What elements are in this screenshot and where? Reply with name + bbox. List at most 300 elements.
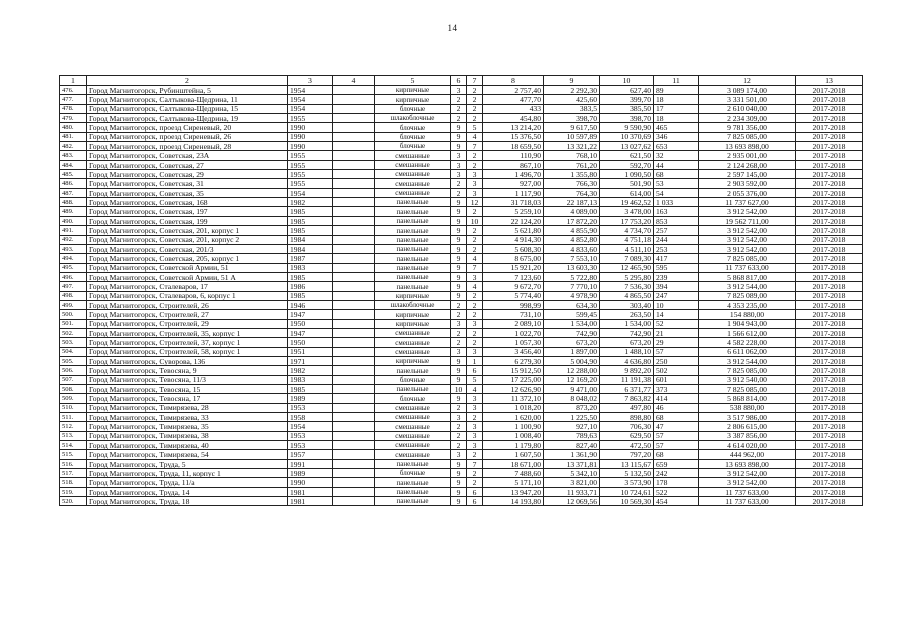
cell-wall-material: кирпичные [375,319,451,328]
cell-residential-area: 10 724,61 [600,487,654,496]
cell-year-built: 1955 [288,151,333,160]
cell-year-built: 1982 [288,198,333,207]
cell-residential-area: 797,20 [600,450,654,459]
cell-entrances: 2 [467,478,483,487]
cell-residential-area: 11 191,38 [600,375,654,384]
cell-wall-material: блочные [375,142,451,151]
cell-total-area: 7 123,60 [483,272,544,281]
cell-address: Город Магнитогорск, Тимирязева, 28 [87,403,288,412]
cell-residents: 54 [654,188,699,197]
cell-column-4 [333,263,375,272]
cell-total-area: 2 757,40 [483,86,544,95]
table-row [60,422,863,431]
cell-total-area: 3 456,40 [483,347,544,356]
cell-repair-cost: 2 234 309,00 [699,114,796,123]
cell-address: Город Магнитогорск, Тимирязева, 54 [87,450,288,459]
cell-column-4 [333,86,375,95]
cell-repair-period: 2017-2018 [796,179,863,188]
housing-register-table [59,75,863,506]
cell-row-number: 505. [60,356,87,365]
cell-wall-material: смешанные [375,160,451,169]
cell-repair-cost: 3 912 542,00 [699,478,796,487]
table-row [60,235,863,244]
table-row [60,403,863,412]
cell-floors: 2 [451,422,467,431]
cell-residential-area: 7 863,82 [600,394,654,403]
cell-column-4 [333,459,375,468]
cell-residents: 250 [654,356,699,365]
cell-wall-material: панельные [375,497,451,506]
table-row [60,431,863,440]
cell-residents: 601 [654,375,699,384]
cell-address: Город Магнитогорск, проезд Сиреневый, 26 [87,132,288,141]
cell-repair-cost: 3 912 542,00 [699,469,796,478]
cell-repair-cost: 7 825 085,00 [699,366,796,375]
cell-wall-material: блочные [375,123,451,132]
table-row [60,132,863,141]
cell-year-built: 1958 [288,413,333,422]
cell-wall-material: блочные [375,394,451,403]
cell-living-area: 4 855,90 [544,226,600,235]
cell-address: Город Магнитогорск, Строителей, 37, корпус 1 [87,338,288,347]
cell-year-built: 1990 [288,478,333,487]
cell-year-built: 1951 [288,347,333,356]
cell-floors: 3 [451,86,467,95]
cell-address: Город Магнитогорск, Советская, 168 [87,198,288,207]
cell-living-area: 13 321,22 [544,142,600,151]
cell-living-area: 1 534,00 [544,319,600,328]
cell-living-area: 383,5 [544,104,600,113]
cell-total-area: 867,10 [483,160,544,169]
cell-address: Город Магнитогорск, Советская, 27 [87,160,288,169]
cell-column-4 [333,282,375,291]
cell-residential-area: 17 753,20 [600,216,654,225]
cell-address: Город Магнитогорск, Суворова, 136 [87,356,288,365]
cell-repair-cost: 2 935 001,00 [699,151,796,160]
cell-total-area: 15 921,20 [483,263,544,272]
cell-residents: 659 [654,459,699,468]
cell-column-4 [333,188,375,197]
cell-year-built: 1946 [288,300,333,309]
cell-column-4 [333,497,375,506]
cell-wall-material: панельные [375,254,451,263]
cell-wall-material: кирпичные [375,291,451,300]
cell-repair-cost: 3 089 174,00 [699,86,796,95]
cell-year-built: 1982 [288,366,333,375]
cell-residents: 394 [654,282,699,291]
cell-entrances: 4 [467,282,483,291]
cell-floors: 9 [451,216,467,225]
cell-floors: 10 [451,385,467,394]
table-row [60,366,863,375]
cell-residential-area: 1 488,10 [600,347,654,356]
cell-wall-material: смешанные [375,170,451,179]
cell-repair-period: 2017-2018 [796,441,863,450]
cell-row-number: 486. [60,179,87,188]
cell-entrances: 2 [467,328,483,337]
cell-year-built: 1990 [288,142,333,151]
cell-row-number: 494. [60,254,87,263]
table-row [60,179,863,188]
cell-repair-period: 2017-2018 [796,422,863,431]
cell-row-number: 516. [60,459,87,468]
column-header: 6 [451,76,467,86]
cell-row-number: 482. [60,142,87,151]
cell-wall-material: панельные [375,478,451,487]
table-row [60,254,863,263]
table-row [60,356,863,365]
cell-total-area: 6 279,30 [483,356,544,365]
cell-column-4 [333,170,375,179]
column-header: 5 [375,76,451,86]
cell-column-4 [333,441,375,450]
cell-living-area: 873,20 [544,403,600,412]
cell-year-built: 1955 [288,170,333,179]
cell-address: Город Магнитогорск, Советской Армии, 51 А [87,272,288,281]
cell-entrances: 10 [467,216,483,225]
cell-year-built: 1989 [288,469,333,478]
cell-row-number: 483. [60,151,87,160]
cell-column-4 [333,403,375,412]
cell-residential-area: 13 027,62 [600,142,654,151]
cell-total-area: 14 193,80 [483,497,544,506]
table-row [60,263,863,272]
cell-floors: 9 [451,459,467,468]
cell-residents: 21 [654,328,699,337]
cell-total-area: 927,00 [483,179,544,188]
cell-year-built: 1984 [288,235,333,244]
cell-repair-cost: 1 904 943,00 [699,319,796,328]
cell-wall-material: шлакоблочные [375,114,451,123]
cell-living-area: 10 597,89 [544,132,600,141]
cell-row-number: 481. [60,132,87,141]
cell-address: Город Магнитогорск, Строителей, 29 [87,319,288,328]
cell-entrances: 2 [467,300,483,309]
cell-year-built: 1987 [288,254,333,263]
cell-total-area: 5 259,10 [483,207,544,216]
cell-total-area: 1 117,90 [483,188,544,197]
cell-repair-cost: 13 693 898,00 [699,459,796,468]
cell-wall-material: кирпичные [375,310,451,319]
cell-floors: 9 [451,478,467,487]
cell-residents: 52 [654,319,699,328]
cell-repair-cost: 3 387 856,00 [699,431,796,440]
cell-residents: 163 [654,207,699,216]
cell-residents: 47 [654,422,699,431]
cell-address: Город Магнитогорск, Советская, 205, корпус 1 [87,254,288,263]
cell-entrances: 4 [467,132,483,141]
cell-repair-cost: 2 903 592,00 [699,179,796,188]
cell-column-4 [333,319,375,328]
cell-year-built: 1954 [288,422,333,431]
cell-living-area: 827,40 [544,441,600,450]
cell-floors: 2 [451,310,467,319]
cell-column-4 [333,254,375,263]
table-row [60,310,863,319]
cell-repair-period: 2017-2018 [796,170,863,179]
cell-residential-area: 673,20 [600,338,654,347]
table-row [60,95,863,104]
cell-total-area: 1 008,40 [483,431,544,440]
cell-floors: 9 [451,487,467,496]
cell-total-area: 18 659,50 [483,142,544,151]
cell-repair-period: 2017-2018 [796,244,863,253]
cell-row-number: 476. [60,86,87,95]
cell-total-area: 13 947,20 [483,487,544,496]
cell-wall-material: смешанные [375,403,451,412]
cell-column-4 [333,142,375,151]
cell-year-built: 1953 [288,441,333,450]
cell-address: Город Магнитогорск, Тимирязева, 38 [87,431,288,440]
cell-residents: 242 [654,469,699,478]
cell-year-built: 1954 [288,104,333,113]
cell-floors: 2 [451,431,467,440]
cell-repair-period: 2017-2018 [796,282,863,291]
cell-residential-area: 4 636,80 [600,356,654,365]
cell-address: Город Магнитогорск, проезд Сиреневый, 28 [87,142,288,151]
cell-floors: 2 [451,403,467,412]
cell-residential-area: 4 751,18 [600,235,654,244]
cell-total-area: 15 912,50 [483,366,544,375]
cell-residential-area: 4 865,50 [600,291,654,300]
cell-residential-area: 4 734,70 [600,226,654,235]
cell-living-area: 927,10 [544,422,600,431]
cell-repair-period: 2017-2018 [796,272,863,281]
table-row [60,478,863,487]
cell-column-4 [333,366,375,375]
cell-floors: 9 [451,244,467,253]
cell-residents: 18 [654,114,699,123]
cell-entrances: 2 [467,160,483,169]
cell-address: Город Магнитогорск, Советская, 35 [87,188,288,197]
cell-residential-area: 5 295,80 [600,272,654,281]
cell-residential-area: 1 090,50 [600,170,654,179]
cell-wall-material: смешанные [375,441,451,450]
cell-repair-period: 2017-2018 [796,104,863,113]
cell-column-4 [333,151,375,160]
cell-wall-material: панельные [375,385,451,394]
cell-living-area: 425,60 [544,95,600,104]
cell-wall-material: блочные [375,104,451,113]
cell-repair-cost: 6 611 062,00 [699,347,796,356]
cell-residential-area: 7 089,30 [600,254,654,263]
cell-column-4 [333,394,375,403]
cell-total-area: 12 626,90 [483,385,544,394]
cell-living-area: 1 897,00 [544,347,600,356]
cell-total-area: 18 671,00 [483,459,544,468]
cell-wall-material: смешанные [375,431,451,440]
table-row [60,497,863,506]
cell-repair-cost: 9 781 356,00 [699,123,796,132]
cell-living-area: 5 004,90 [544,356,600,365]
cell-living-area: 22 187,13 [544,198,600,207]
cell-floors: 2 [451,95,467,104]
cell-repair-cost: 7 825 085,00 [699,385,796,394]
cell-year-built: 1983 [288,263,333,272]
cell-entrances: 2 [467,413,483,422]
cell-repair-period: 2017-2018 [796,338,863,347]
cell-repair-cost: 4 582 228,00 [699,338,796,347]
cell-row-number: 520. [60,497,87,506]
cell-entrances: 2 [467,291,483,300]
table-row [60,347,863,356]
cell-repair-period: 2017-2018 [796,151,863,160]
cell-wall-material: панельные [375,272,451,281]
cell-floors: 9 [451,497,467,506]
table-row [60,450,863,459]
cell-living-area: 4 833,60 [544,244,600,253]
cell-wall-material: блочные [375,132,451,141]
cell-row-number: 498. [60,291,87,300]
cell-entrances: 2 [467,450,483,459]
cell-entrances: 3 [467,422,483,431]
cell-repair-period: 2017-2018 [796,497,863,506]
cell-residents: 373 [654,385,699,394]
cell-year-built: 1985 [288,291,333,300]
cell-column-4 [333,487,375,496]
cell-residential-area: 629,50 [600,431,654,440]
cell-total-area: 1 057,30 [483,338,544,347]
cell-residential-area: 706,30 [600,422,654,431]
cell-column-4 [333,347,375,356]
cell-repair-cost: 2 055 376,00 [699,188,796,197]
cell-row-number: 517. [60,469,87,478]
cell-repair-period: 2017-2018 [796,254,863,263]
cell-address: Город Магнитогорск, Советская, 197 [87,207,288,216]
cell-total-area: 5 774,40 [483,291,544,300]
column-header: 4 [333,76,375,86]
cell-residents: 502 [654,366,699,375]
cell-column-4 [333,356,375,365]
cell-residential-area: 9 892,20 [600,366,654,375]
cell-repair-cost: 3 912 542,00 [699,235,796,244]
cell-row-number: 501. [60,319,87,328]
cell-entrances: 6 [467,366,483,375]
cell-column-4 [333,375,375,384]
cell-repair-cost: 13 693 898,00 [699,142,796,151]
cell-year-built: 1950 [288,319,333,328]
cell-wall-material: панельные [375,366,451,375]
column-header: 8 [483,76,544,86]
cell-wall-material: смешанные [375,179,451,188]
cell-wall-material: панельные [375,198,451,207]
cell-total-area: 22 124,20 [483,216,544,225]
cell-entrances: 3 [467,188,483,197]
cell-living-area: 17 872,20 [544,216,600,225]
cell-residential-area: 3 478,00 [600,207,654,216]
cell-row-number: 487. [60,188,87,197]
cell-repair-cost: 5 868 814,00 [699,394,796,403]
cell-entrances: 2 [467,235,483,244]
table-row [60,123,863,132]
cell-residents: 18 [654,95,699,104]
cell-repair-cost: 3 912 542,00 [699,207,796,216]
cell-repair-cost: 2 610 040,00 [699,104,796,113]
cell-column-4 [333,338,375,347]
cell-residents: 10 [654,300,699,309]
cell-floors: 9 [451,132,467,141]
cell-repair-period: 2017-2018 [796,142,863,151]
cell-repair-cost: 2 806 615,00 [699,422,796,431]
cell-floors: 2 [451,179,467,188]
table-row [60,300,863,309]
cell-repair-cost: 1 566 612,00 [699,328,796,337]
cell-entrances: 2 [467,104,483,113]
cell-wall-material: смешанные [375,422,451,431]
cell-repair-cost: 11 737 633,00 [699,497,796,506]
cell-residential-area: 7 536,30 [600,282,654,291]
cell-total-area: 5 621,80 [483,226,544,235]
cell-floors: 9 [451,291,467,300]
column-header: 11 [654,76,699,86]
cell-repair-cost: 11 737 627,00 [699,198,796,207]
cell-living-area: 2 292,30 [544,86,600,95]
cell-year-built: 1985 [288,272,333,281]
cell-repair-period: 2017-2018 [796,385,863,394]
cell-total-area: 31 718,03 [483,198,544,207]
table-row [60,338,863,347]
cell-residential-area: 742,90 [600,328,654,337]
cell-column-4 [333,431,375,440]
cell-living-area: 4 852,80 [544,235,600,244]
cell-residential-area: 399,70 [600,95,654,104]
table-row [60,282,863,291]
cell-repair-period: 2017-2018 [796,328,863,337]
cell-wall-material: панельные [375,235,451,244]
cell-residents: 178 [654,478,699,487]
cell-address: Город Магнитогорск, Советской Армии, 51 [87,263,288,272]
cell-repair-cost: 7 825 085,00 [699,254,796,263]
cell-row-number: 504. [60,347,87,356]
cell-row-number: 499. [60,300,87,309]
cell-wall-material: кирпичные [375,356,451,365]
cell-residential-area: 621,50 [600,151,654,160]
cell-living-area: 7 770,10 [544,282,600,291]
cell-entrances: 3 [467,347,483,356]
cell-living-area: 766,30 [544,179,600,188]
cell-address: Город Магнитогорск, Салтыкова-Щедрина, 15 [87,104,288,113]
cell-floors: 2 [451,114,467,123]
cell-row-number: 478. [60,104,87,113]
cell-row-number: 484. [60,160,87,169]
cell-address: Город Магнитогорск, Салтыкова-Щедрина, 11 [87,95,288,104]
cell-column-4 [333,422,375,431]
cell-residents: 465 [654,123,699,132]
cell-repair-period: 2017-2018 [796,263,863,272]
cell-total-area: 8 675,00 [483,254,544,263]
cell-residential-area: 10 370,69 [600,132,654,141]
cell-residents: 68 [654,413,699,422]
table-row [60,441,863,450]
cell-row-number: 497. [60,282,87,291]
cell-row-number: 479. [60,114,87,123]
cell-column-4 [333,104,375,113]
cell-year-built: 1981 [288,497,333,506]
cell-residents: 253 [654,244,699,253]
cell-wall-material: смешанные [375,188,451,197]
cell-row-number: 493. [60,244,87,253]
cell-address: Город Магнитогорск, Советская, 23А [87,151,288,160]
cell-residents: 239 [654,272,699,281]
cell-living-area: 13 371,81 [544,459,600,468]
cell-floors: 9 [451,254,467,263]
cell-total-area: 1 607,50 [483,450,544,459]
table-row [60,216,863,225]
cell-repair-cost: 11 737 633,00 [699,487,796,496]
cell-address: Город Магнитогорск, Салтыкова-Щедрина, 19 [87,114,288,123]
cell-repair-period: 2017-2018 [796,95,863,104]
page-number: 14 [447,23,458,33]
